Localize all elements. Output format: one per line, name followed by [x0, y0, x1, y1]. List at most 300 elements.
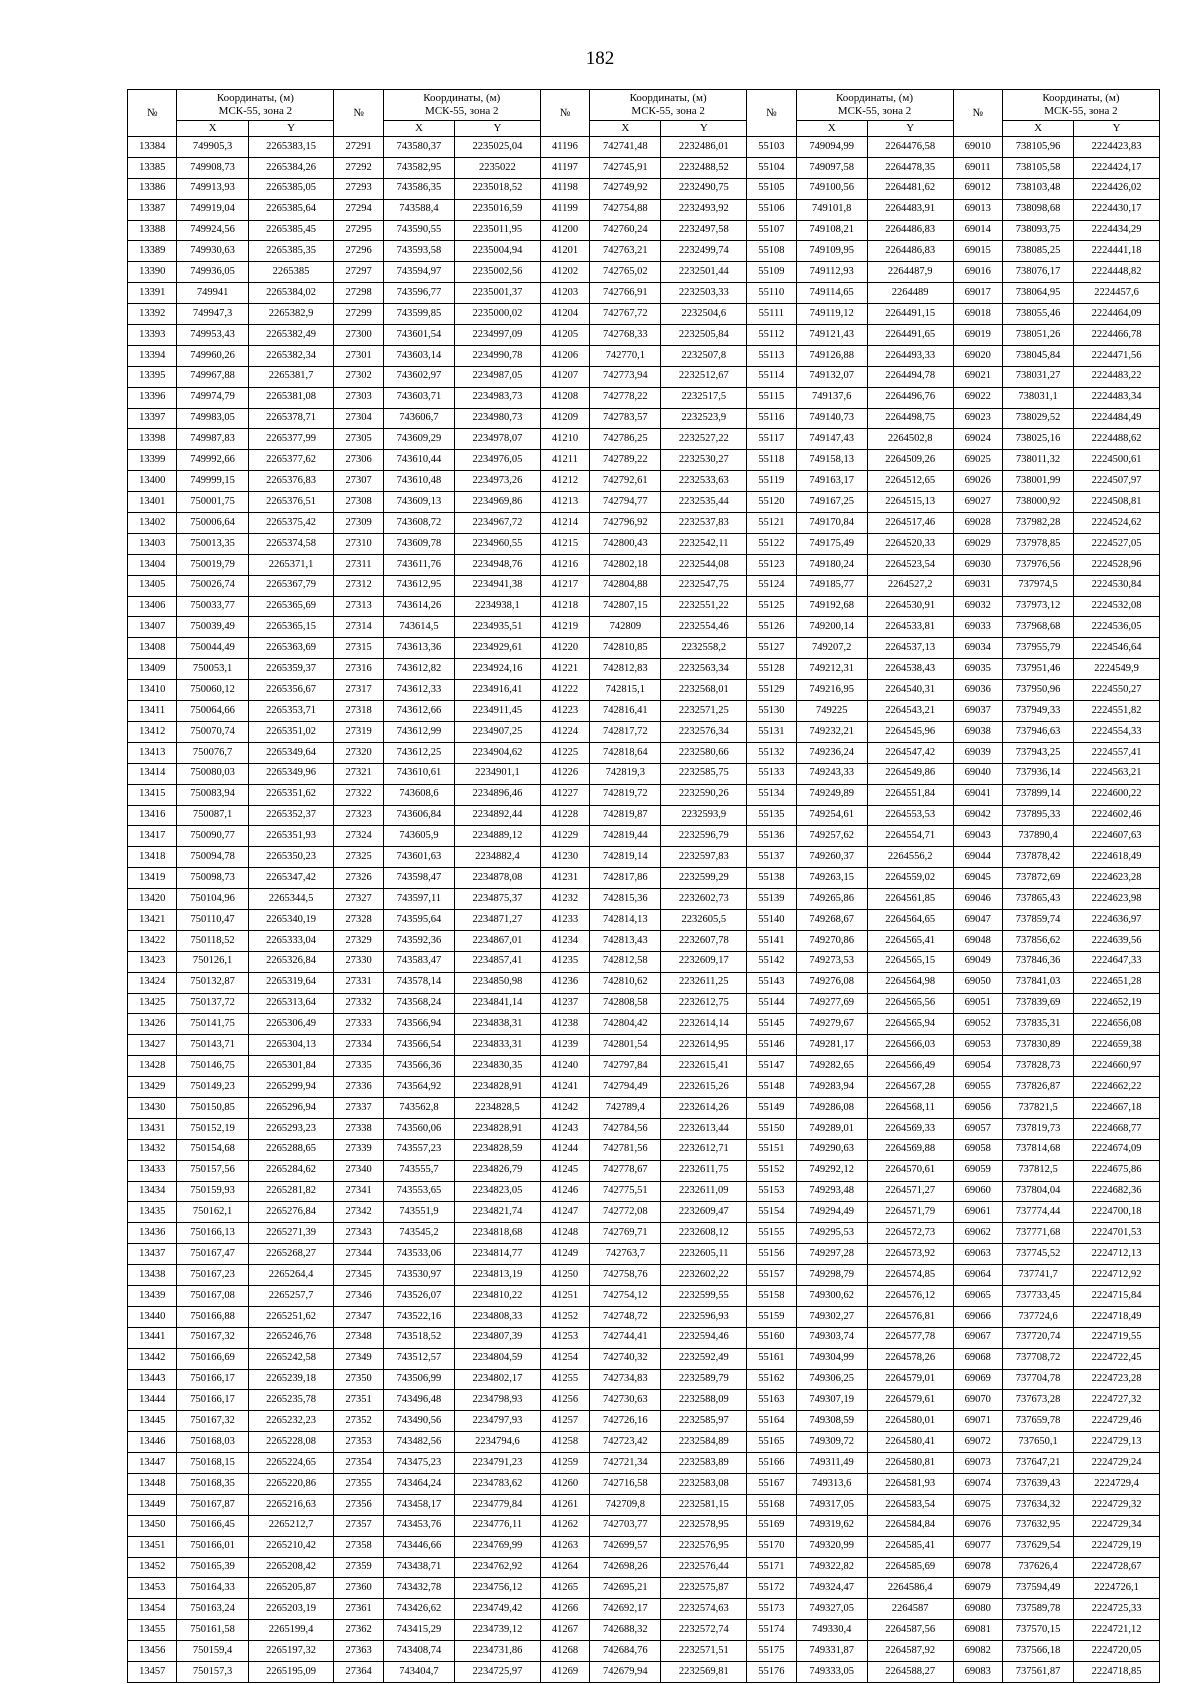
table-row — [128, 513, 1160, 534]
point-number-cell: 55127 — [747, 638, 796, 659]
y-value-cell: 2232588,09 — [661, 1390, 747, 1411]
x-value-cell: 742758,76 — [590, 1265, 661, 1286]
point-number-cell: 27363 — [334, 1641, 383, 1662]
point-number-cell: 55172 — [747, 1578, 796, 1599]
y-value-cell: 2224483,34 — [1074, 387, 1160, 408]
y-value-cell: 2264478,35 — [867, 157, 953, 178]
y-value-cell: 2264567,28 — [867, 1077, 953, 1098]
page-number: 182 — [585, 48, 615, 69]
y-value-cell: 2264565,94 — [867, 1014, 953, 1035]
y-value-cell: 2264579,01 — [867, 1369, 953, 1390]
x-value-cell: 737819,73 — [1002, 1118, 1073, 1139]
point-number-cell: 41219 — [540, 617, 589, 638]
point-number-cell: 55149 — [747, 1097, 796, 1118]
x-value-cell: 750141,75 — [177, 1014, 248, 1035]
table-row — [128, 1453, 1160, 1474]
x-value-cell: 750167,32 — [177, 1327, 248, 1348]
point-number-cell: 27307 — [334, 471, 383, 492]
x-value-cell: 737814,68 — [1002, 1139, 1073, 1160]
point-number-cell: 55150 — [747, 1118, 796, 1139]
x-value-cell: 743606,7 — [383, 408, 454, 429]
y-value-cell: 2264530,91 — [867, 596, 953, 617]
point-number-cell: 55173 — [747, 1599, 796, 1620]
x-value-cell: 742748,72 — [590, 1306, 661, 1327]
point-number-cell: 27327 — [334, 889, 383, 910]
y-value-cell: 2224607,63 — [1074, 826, 1160, 847]
y-value-cell: 2264476,58 — [867, 137, 953, 158]
point-number-cell: 55152 — [747, 1160, 796, 1181]
x-value-cell: 743566,36 — [383, 1056, 454, 1077]
x-value-cell: 738001,99 — [1002, 471, 1073, 492]
x-value-cell: 750161,58 — [177, 1620, 248, 1641]
x-value-cell: 749947,3 — [177, 304, 248, 325]
x-value-cell: 742768,33 — [590, 325, 661, 346]
point-number-cell: 55122 — [747, 533, 796, 554]
point-number-cell: 55108 — [747, 241, 796, 262]
x-value-cell: 737774,44 — [1002, 1202, 1073, 1223]
y-value-cell: 2224729,24 — [1074, 1453, 1160, 1474]
point-number-cell: 27357 — [334, 1515, 383, 1536]
x-value-cell: 742744,41 — [590, 1327, 661, 1348]
point-number-cell: 69075 — [953, 1494, 1002, 1515]
x-value-cell: 750150,85 — [177, 1097, 248, 1118]
y-value-cell: 2232611,25 — [661, 972, 747, 993]
y-value-cell: 2265365,69 — [248, 596, 334, 617]
x-value-cell: 737830,89 — [1002, 1035, 1073, 1056]
x-value-cell: 742814,13 — [590, 909, 661, 930]
y-value-cell: 2232558,2 — [661, 638, 747, 659]
point-number-cell: 13420 — [128, 889, 177, 910]
x-value-cell: 750126,1 — [177, 951, 248, 972]
x-value-cell: 749304,99 — [796, 1348, 867, 1369]
x-value-cell: 749170,84 — [796, 513, 867, 534]
x-value-cell: 738105,96 — [1002, 137, 1073, 158]
point-number-cell: 13395 — [128, 366, 177, 387]
x-value-cell: 742695,21 — [590, 1578, 661, 1599]
y-value-cell: 2264568,11 — [867, 1097, 953, 1118]
y-value-cell: 2265224,65 — [248, 1453, 334, 1474]
y-value-cell: 2235018,52 — [455, 178, 541, 199]
x-value-cell: 742723,42 — [590, 1432, 661, 1453]
point-number-cell: 27358 — [334, 1536, 383, 1557]
point-number-cell: 41217 — [540, 575, 589, 596]
y-value-cell: 2224430,17 — [1074, 199, 1160, 220]
y-value-cell: 2224647,33 — [1074, 951, 1160, 972]
point-number-cell: 27304 — [334, 408, 383, 429]
y-value-cell: 2265268,27 — [248, 1244, 334, 1265]
point-number-cell: 69024 — [953, 429, 1002, 450]
point-number-cell: 27311 — [334, 554, 383, 575]
x-value-cell: 749212,31 — [796, 659, 867, 680]
y-value-cell: 2224719,55 — [1074, 1327, 1160, 1348]
point-number-cell: 13399 — [128, 450, 177, 471]
x-value-cell: 737950,96 — [1002, 680, 1073, 701]
y-value-cell: 2265326,84 — [248, 951, 334, 972]
y-value-cell: 2264578,26 — [867, 1348, 953, 1369]
point-number-cell: 13436 — [128, 1223, 177, 1244]
table-row — [128, 847, 1160, 868]
point-number-cell: 55123 — [747, 554, 796, 575]
x-value-cell: 737839,69 — [1002, 993, 1073, 1014]
point-number-cell: 55161 — [747, 1348, 796, 1369]
point-number-cell: 69077 — [953, 1536, 1002, 1557]
y-header: Y — [661, 121, 747, 137]
point-number-cell: 13426 — [128, 1014, 177, 1035]
x-value-cell: 749260,37 — [796, 847, 867, 868]
y-value-cell: 2265376,83 — [248, 471, 334, 492]
point-number-cell: 27305 — [334, 429, 383, 450]
point-number-cell: 13428 — [128, 1056, 177, 1077]
table-row — [128, 220, 1160, 241]
point-number-cell: 13452 — [128, 1557, 177, 1578]
y-value-cell: 2234821,74 — [455, 1202, 541, 1223]
x-value-cell: 743566,54 — [383, 1035, 454, 1056]
x-value-cell: 750167,08 — [177, 1285, 248, 1306]
x-value-cell: 743586,35 — [383, 178, 454, 199]
point-number-cell: 41234 — [540, 930, 589, 951]
y-value-cell: 2264580,81 — [867, 1453, 953, 1474]
y-value-cell: 2264515,13 — [867, 492, 953, 513]
table-row — [128, 1662, 1160, 1683]
x-value-cell: 749200,14 — [796, 617, 867, 638]
x-value-cell: 737741,7 — [1002, 1265, 1073, 1286]
y-value-cell: 2232590,26 — [661, 784, 747, 805]
x-header: X — [177, 121, 248, 137]
x-value-cell: 749286,08 — [796, 1097, 867, 1118]
x-value-cell: 750157,56 — [177, 1160, 248, 1181]
x-value-cell: 749930,63 — [177, 241, 248, 262]
table-row — [128, 283, 1160, 304]
point-number-cell: 69036 — [953, 680, 1002, 701]
point-number-cell: 69023 — [953, 408, 1002, 429]
y-value-cell: 2232576,95 — [661, 1536, 747, 1557]
table-row — [128, 1474, 1160, 1495]
point-number-cell: 69038 — [953, 721, 1002, 742]
y-value-cell: 2232488,52 — [661, 157, 747, 178]
table-row — [128, 241, 1160, 262]
x-value-cell: 743612,82 — [383, 659, 454, 680]
x-value-cell: 749101,8 — [796, 199, 867, 220]
x-value-cell: 743560,06 — [383, 1118, 454, 1139]
point-number-cell: 69055 — [953, 1077, 1002, 1098]
point-number-cell: 13419 — [128, 868, 177, 889]
point-number-cell: 55154 — [747, 1202, 796, 1223]
y-value-cell: 2232615,26 — [661, 1077, 747, 1098]
table-row — [128, 763, 1160, 784]
y-value-cell: 2234725,97 — [455, 1662, 541, 1683]
x-value-cell: 737720,74 — [1002, 1327, 1073, 1348]
x-value-cell: 743592,36 — [383, 930, 454, 951]
table-row — [128, 784, 1160, 805]
y-value-cell: 2264545,96 — [867, 721, 953, 742]
x-value-cell: 750166,01 — [177, 1536, 248, 1557]
y-value-cell: 2224623,98 — [1074, 889, 1160, 910]
x-value-cell: 743566,94 — [383, 1014, 454, 1035]
y-value-cell: 2264523,54 — [867, 554, 953, 575]
point-number-cell: 55163 — [747, 1390, 796, 1411]
x-value-cell: 750033,77 — [177, 596, 248, 617]
point-number-cell: 69063 — [953, 1244, 1002, 1265]
x-value-cell: 738000,92 — [1002, 492, 1073, 513]
y-value-cell: 2265349,96 — [248, 763, 334, 784]
point-number-cell: 13450 — [128, 1515, 177, 1536]
y-value-cell: 2264576,12 — [867, 1285, 953, 1306]
x-value-cell: 742679,94 — [590, 1662, 661, 1683]
y-value-cell: 2234987,05 — [455, 366, 541, 387]
point-number-cell: 13446 — [128, 1432, 177, 1453]
point-number-cell: 13394 — [128, 345, 177, 366]
point-number-cell: 69027 — [953, 492, 1002, 513]
y-value-cell: 2265340,19 — [248, 909, 334, 930]
x-value-cell: 750168,35 — [177, 1474, 248, 1495]
y-value-cell: 2264554,71 — [867, 826, 953, 847]
x-header: X — [1002, 121, 1073, 137]
x-value-cell: 749147,43 — [796, 429, 867, 450]
point-number-cell: 27348 — [334, 1327, 383, 1348]
coordinates-header — [1002, 90, 1159, 121]
x-value-cell: 743599,85 — [383, 304, 454, 325]
y-value-cell: 2264587,92 — [867, 1641, 953, 1662]
point-number-cell: 41246 — [540, 1181, 589, 1202]
point-number-cell: 55146 — [747, 1035, 796, 1056]
x-value-cell: 750026,74 — [177, 575, 248, 596]
y-value-cell: 2265377,62 — [248, 450, 334, 471]
table-row — [128, 178, 1160, 199]
y-value-cell: 2265385,64 — [248, 199, 334, 220]
y-value-cell: 2232544,08 — [661, 554, 747, 575]
point-number-cell: 41254 — [540, 1348, 589, 1369]
point-number-cell: 13439 — [128, 1285, 177, 1306]
point-number-cell: 13421 — [128, 909, 177, 930]
y-value-cell: 2234871,27 — [455, 909, 541, 930]
table-row — [128, 1536, 1160, 1557]
y-value-cell: 2234794,6 — [455, 1432, 541, 1453]
point-number-cell: 13434 — [128, 1181, 177, 1202]
x-value-cell: 749158,13 — [796, 450, 867, 471]
y-value-cell: 2224729,13 — [1074, 1432, 1160, 1453]
y-value-cell: 2224674,09 — [1074, 1139, 1160, 1160]
x-value-cell: 750166,45 — [177, 1515, 248, 1536]
point-number-cell: 69067 — [953, 1327, 1002, 1348]
x-value-cell: 742741,48 — [590, 137, 661, 158]
x-value-cell: 743551,9 — [383, 1202, 454, 1223]
y-value-cell: 2224729,4 — [1074, 1474, 1160, 1495]
y-value-cell: 2264577,78 — [867, 1327, 953, 1348]
y-value-cell: 2234818,68 — [455, 1223, 541, 1244]
point-number-cell: 41199 — [540, 199, 589, 220]
x-value-cell: 749330,4 — [796, 1620, 867, 1641]
x-value-cell: 742770,1 — [590, 345, 661, 366]
x-value-cell: 749987,83 — [177, 429, 248, 450]
x-value-cell: 743594,97 — [383, 262, 454, 283]
y-value-cell: 2224726,1 — [1074, 1578, 1160, 1599]
table-row — [128, 325, 1160, 346]
y-value-cell: 2264537,13 — [867, 638, 953, 659]
point-number-cell: 41198 — [540, 178, 589, 199]
x-value-cell: 737804,04 — [1002, 1181, 1073, 1202]
y-value-cell: 2232547,75 — [661, 575, 747, 596]
y-value-cell: 2232602,22 — [661, 1265, 747, 1286]
point-number-cell: 41262 — [540, 1515, 589, 1536]
point-number-cell: 55158 — [747, 1285, 796, 1306]
x-value-cell: 743593,58 — [383, 241, 454, 262]
x-value-cell: 749298,79 — [796, 1265, 867, 1286]
x-value-cell: 749327,05 — [796, 1599, 867, 1620]
point-number-cell: 55170 — [747, 1536, 796, 1557]
point-number-cell: 55104 — [747, 157, 796, 178]
y-value-cell: 2224546,64 — [1074, 638, 1160, 659]
x-value-cell: 749277,69 — [796, 993, 867, 1014]
x-value-cell: 743578,14 — [383, 972, 454, 993]
x-value-cell: 737659,78 — [1002, 1411, 1073, 1432]
y-value-cell: 2224563,21 — [1074, 763, 1160, 784]
y-value-cell: 2224727,32 — [1074, 1390, 1160, 1411]
point-number-cell: 55111 — [747, 304, 796, 325]
y-value-cell: 2265251,62 — [248, 1306, 334, 1327]
table-row — [128, 1014, 1160, 1035]
y-value-cell: 2234960,55 — [455, 533, 541, 554]
y-value-cell: 2264566,03 — [867, 1035, 953, 1056]
point-number-cell: 41202 — [540, 262, 589, 283]
x-value-cell: 737639,43 — [1002, 1474, 1073, 1495]
y-value-cell: 2232597,83 — [661, 847, 747, 868]
x-value-cell: 749216,95 — [796, 680, 867, 701]
point-number-cell: 41253 — [540, 1327, 589, 1348]
y-value-cell: 2265359,37 — [248, 659, 334, 680]
y-value-cell: 2234791,23 — [455, 1453, 541, 1474]
y-value-cell: 2265257,7 — [248, 1285, 334, 1306]
y-header: Y — [1074, 121, 1160, 137]
y-value-cell: 2234828,91 — [455, 1118, 541, 1139]
y-value-cell: 2234826,79 — [455, 1160, 541, 1181]
x-value-cell: 749232,21 — [796, 721, 867, 742]
x-value-cell: 743518,52 — [383, 1327, 454, 1348]
point-number-cell: 27323 — [334, 805, 383, 826]
y-value-cell: 2224488,62 — [1074, 429, 1160, 450]
point-number-cell: 27341 — [334, 1181, 383, 1202]
y-value-cell: 2232501,44 — [661, 262, 747, 283]
point-number-cell: 13414 — [128, 763, 177, 784]
y-value-cell: 2234990,78 — [455, 345, 541, 366]
y-value-cell: 2264533,81 — [867, 617, 953, 638]
y-value-cell: 2264587,56 — [867, 1620, 953, 1641]
x-value-cell: 743533,06 — [383, 1244, 454, 1265]
y-value-cell: 2264553,53 — [867, 805, 953, 826]
x-value-cell: 750166,13 — [177, 1223, 248, 1244]
point-number-cell: 41256 — [540, 1390, 589, 1411]
y-value-cell: 2232581,15 — [661, 1494, 747, 1515]
y-value-cell: 2234978,07 — [455, 429, 541, 450]
y-value-cell: 2265349,64 — [248, 742, 334, 763]
table-row — [128, 1306, 1160, 1327]
point-number-cell: 27300 — [334, 325, 383, 346]
x-value-cell: 750166,88 — [177, 1306, 248, 1327]
point-number-cell: 27331 — [334, 972, 383, 993]
point-number-cell: 69029 — [953, 533, 1002, 554]
x-value-cell: 749960,26 — [177, 345, 248, 366]
x-value-cell: 750168,15 — [177, 1453, 248, 1474]
y-value-cell: 2224557,41 — [1074, 742, 1160, 763]
coordinates-title: Координаты, (м) — [629, 92, 707, 104]
y-value-cell: 2232504,6 — [661, 304, 747, 325]
y-value-cell: 2224729,34 — [1074, 1515, 1160, 1536]
x-value-cell: 749908,73 — [177, 157, 248, 178]
y-value-cell: 2265299,94 — [248, 1077, 334, 1098]
point-number-cell: 69058 — [953, 1139, 1002, 1160]
x-value-cell: 749953,43 — [177, 325, 248, 346]
y-value-cell: 2224722,45 — [1074, 1348, 1160, 1369]
x-value-cell: 742819,87 — [590, 805, 661, 826]
y-value-cell: 2264483,91 — [867, 199, 953, 220]
x-value-cell: 737968,68 — [1002, 617, 1073, 638]
point-number-cell: 13449 — [128, 1494, 177, 1515]
y-value-cell: 2234976,05 — [455, 450, 541, 471]
point-number-cell: 41218 — [540, 596, 589, 617]
x-value-cell: 742754,88 — [590, 199, 661, 220]
x-value-cell: 743506,99 — [383, 1369, 454, 1390]
x-value-cell: 750152,19 — [177, 1118, 248, 1139]
point-number-cell: 69070 — [953, 1390, 1002, 1411]
point-number-cell: 41227 — [540, 784, 589, 805]
point-number-cell: 13416 — [128, 805, 177, 826]
point-number-cell: 27332 — [334, 993, 383, 1014]
y-value-cell: 2224723,28 — [1074, 1369, 1160, 1390]
coordinates-title: Координаты, (м) — [835, 92, 914, 104]
x-value-cell: 750070,74 — [177, 721, 248, 742]
y-value-cell: 2224508,81 — [1074, 492, 1160, 513]
point-number-cell: 69025 — [953, 450, 1002, 471]
y-value-cell: 2232612,71 — [661, 1139, 747, 1160]
y-value-cell: 2264512,65 — [867, 471, 953, 492]
point-number-cell: 69060 — [953, 1181, 1002, 1202]
x-value-cell: 737946,63 — [1002, 721, 1073, 742]
y-value-cell: 2232615,41 — [661, 1056, 747, 1077]
x-value-cell: 750060,12 — [177, 680, 248, 701]
point-number-cell: 69016 — [953, 262, 1002, 283]
point-number-cell: 13402 — [128, 513, 177, 534]
y-value-cell: 2265199,4 — [248, 1620, 334, 1641]
y-value-cell: 2224728,67 — [1074, 1557, 1160, 1578]
y-value-cell: 2232609,47 — [661, 1202, 747, 1223]
y-value-cell: 2232596,79 — [661, 826, 747, 847]
y-value-cell: 2232572,74 — [661, 1620, 747, 1641]
y-value-cell: 2264561,85 — [867, 889, 953, 910]
x-value-cell: 742789,22 — [590, 450, 661, 471]
x-value-cell: 743562,8 — [383, 1097, 454, 1118]
y-value-cell: 2264543,21 — [867, 701, 953, 722]
y-value-cell: 2234828,91 — [455, 1077, 541, 1098]
point-number-cell: 13453 — [128, 1578, 177, 1599]
y-value-cell: 2264486,83 — [867, 241, 953, 262]
x-value-cell: 749114,65 — [796, 283, 867, 304]
x-value-cell: 737973,12 — [1002, 596, 1073, 617]
point-number-cell: 55106 — [747, 199, 796, 220]
point-number-cell: 27347 — [334, 1306, 383, 1327]
point-number-cell: 69069 — [953, 1369, 1002, 1390]
point-number-cell: 27293 — [334, 178, 383, 199]
y-value-cell: 2235022 — [455, 157, 541, 178]
y-value-cell: 2265351,93 — [248, 826, 334, 847]
x-value-cell: 743557,23 — [383, 1139, 454, 1160]
x-value-cell: 743610,44 — [383, 450, 454, 471]
y-value-cell: 2232551,22 — [661, 596, 747, 617]
y-value-cell: 2224721,12 — [1074, 1620, 1160, 1641]
x-value-cell: 743590,55 — [383, 220, 454, 241]
y-value-cell: 2224675,86 — [1074, 1160, 1160, 1181]
number-header: № — [540, 90, 589, 137]
y-header: Y — [455, 121, 541, 137]
point-number-cell: 41196 — [540, 137, 589, 158]
